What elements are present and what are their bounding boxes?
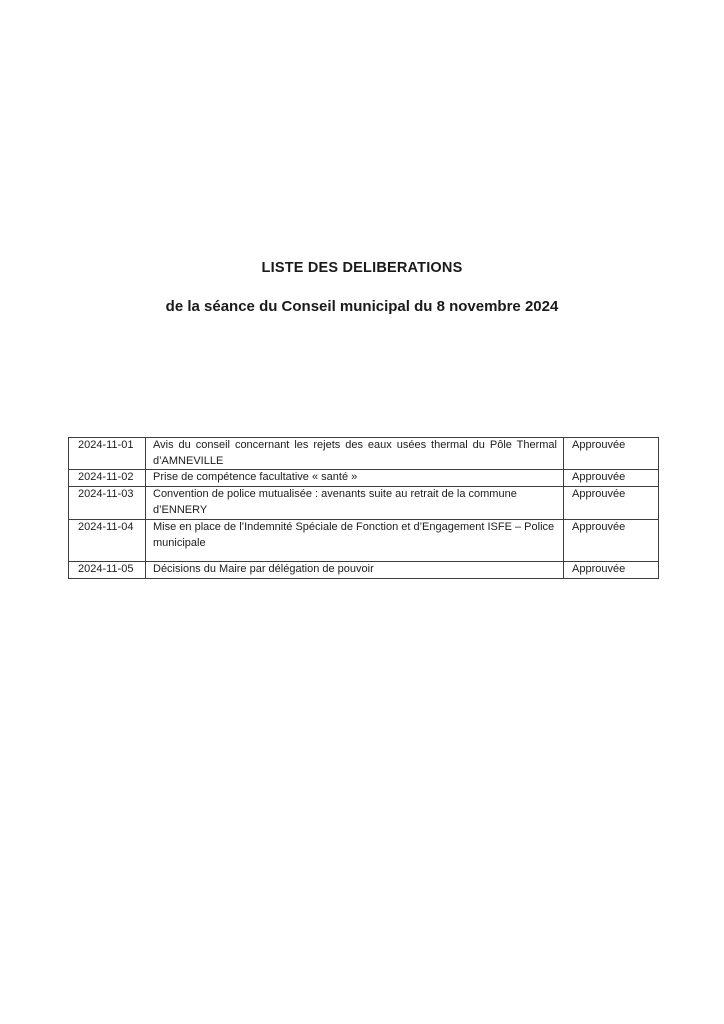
deliberation-description: Mise en place de l’Indemnité Spéciale de Fonction et d’Engagement ISFE – Police municipale xyxy=(146,520,564,562)
deliberation-status: Approuvée xyxy=(564,470,659,487)
deliberation-status: Approuvée xyxy=(564,438,659,470)
page-title: LISTE DES DELIBERATIONS xyxy=(261,260,463,276)
deliberation-number: 2024-11-02 xyxy=(69,470,146,487)
deliberation-description: Prise de compétence facultative « santé » xyxy=(146,470,564,487)
deliberation-status: Approuvée xyxy=(564,520,659,562)
deliberation-status: Approuvée xyxy=(564,562,659,579)
table-row xyxy=(69,520,659,562)
deliberations-table xyxy=(68,437,659,579)
table-row xyxy=(69,487,659,520)
page-subtitle: de la séance du Conseil municipal du 8 novembre 2024 xyxy=(165,298,559,315)
table-row xyxy=(69,470,659,487)
deliberation-description: Décisions du Maire par délégation de pouvoir xyxy=(146,562,564,579)
table-row xyxy=(69,438,659,470)
deliberation-status: Approuvée xyxy=(564,487,659,520)
deliberation-number: 2024-11-01 xyxy=(69,438,146,470)
deliberation-description: Convention de police mutualisée : avenants suite au retrait de la commune d’ENNERY xyxy=(146,487,564,520)
deliberation-number: 2024-11-03 xyxy=(69,487,146,520)
table-row xyxy=(69,562,659,579)
deliberation-description: Avis du conseil concernant les rejets des eaux usées thermal du Pôle Thermal d’AMNEVILLE xyxy=(146,438,564,470)
deliberation-number: 2024-11-04 xyxy=(69,520,146,562)
deliberation-number: 2024-11-05 xyxy=(69,562,146,579)
